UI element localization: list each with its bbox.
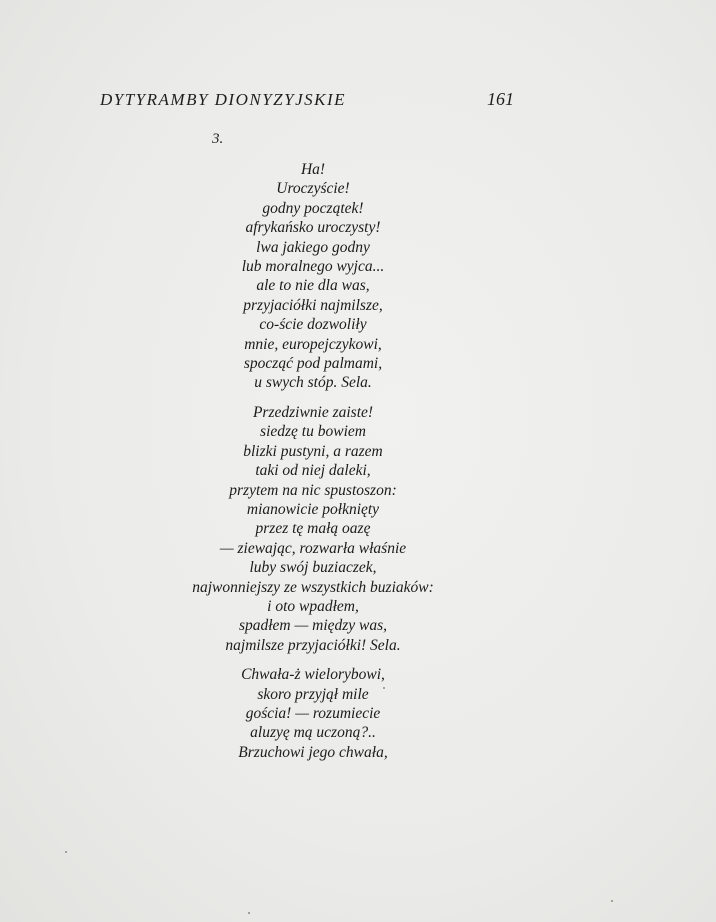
poem-line: przez tę małą oazę (255, 520, 371, 538)
paper-speck (248, 912, 250, 914)
paper-speck (65, 851, 67, 853)
poem-line: Brzuchowi jego chwała, (238, 743, 388, 761)
paper-speck (611, 900, 613, 902)
stanza (0, 160, 626, 393)
poem-line: taki od niej daleki, (255, 462, 371, 480)
poem-line: Chwała-ż wielorybowi, (241, 666, 385, 684)
poem-line: siedzę tu bowiem (260, 423, 366, 441)
poem-line: u swych stóp. Sela. (254, 374, 372, 392)
poem-line: przyjaciółki najmilsze, (243, 296, 383, 314)
running-title: DYTYRAMBY DIONYZYJSKIE (100, 90, 347, 109)
page-number: 161 (487, 89, 514, 109)
poem-line: blizki pustyni, a razem (243, 442, 383, 460)
poem-line: najmilsze przyjaciółki! Sela. (225, 636, 401, 654)
poem-body (0, 160, 626, 762)
poem-line: Przedziwnie zaiste! (252, 403, 374, 421)
paper-speck (383, 687, 385, 689)
poem-line: najwonniejszy ze wszystkich buziaków: (192, 578, 434, 596)
poem-line: lub moralnego wyjca... (241, 258, 385, 276)
poem-line: spocząć pod palmami, (243, 355, 383, 373)
poem-line: przytem na nic spustoszon: (229, 481, 397, 499)
poem-line: Ha! (300, 161, 326, 178)
poem-line: mianowicie połknięty (246, 500, 380, 518)
stanza (0, 403, 626, 655)
poem-line: luby swój buziaczek, (249, 559, 377, 577)
poem-line: gościa! — rozumiecie (245, 704, 381, 722)
section-number: 3. (212, 131, 224, 147)
poem-line: i oto wpadłem, (267, 597, 359, 615)
poem-line: ale to nie dla was, (256, 277, 370, 295)
poem-line: afrykańsko uroczysty! (245, 219, 381, 237)
poem-line: mnie, europejczykowi, (244, 335, 382, 353)
poem-line: Uroczyście! (276, 180, 350, 198)
stanza (0, 665, 626, 762)
poem-line: co-ście dozwoliły (259, 316, 367, 334)
poem-line: godny początek! (262, 199, 364, 217)
poem-line: — ziewając, rozwarła właśnie (219, 539, 407, 557)
poem-line: skoro przyjął mile (257, 685, 369, 703)
poem-line: lwa jakiego godny (256, 238, 370, 256)
poem-line: aluzyę mą uczoną?.. (250, 724, 376, 742)
poem-line: spadłem — między was, (238, 617, 388, 635)
